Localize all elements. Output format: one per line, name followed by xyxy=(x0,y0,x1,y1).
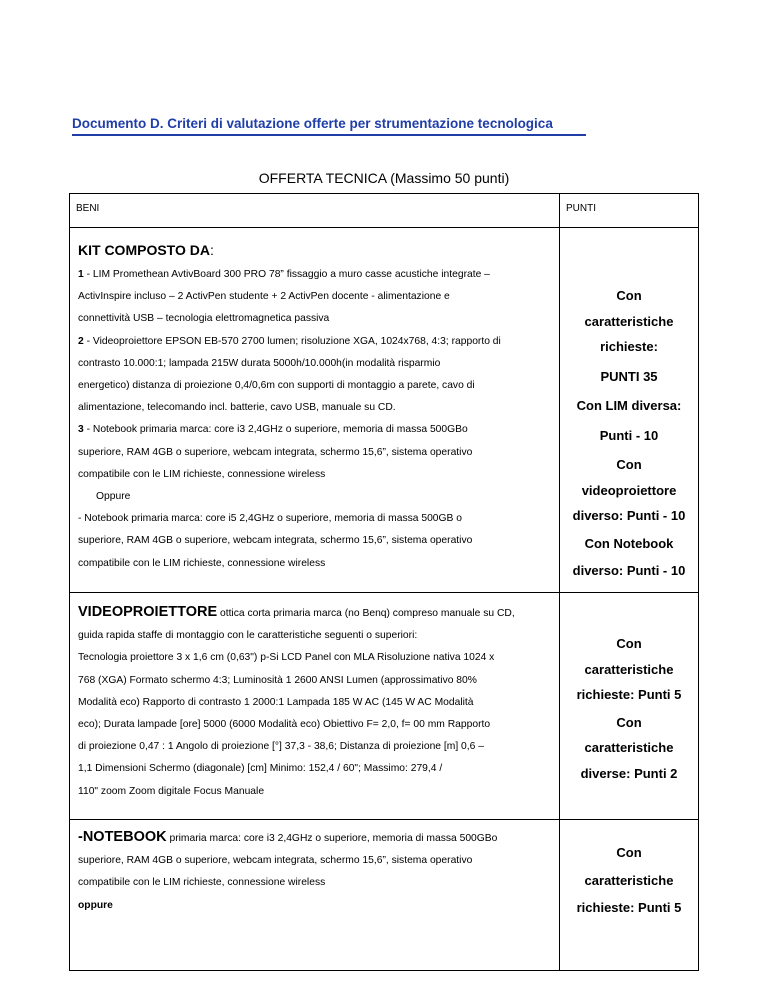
notebook-points-line: richieste: Punti 5 xyxy=(576,900,682,915)
videoproiettore-points-cell xyxy=(560,593,699,820)
offer-title: OFFERTA TECNICA (Massimo 50 punti) xyxy=(258,170,510,186)
notebook-line: superiore, RAM 4GB o superiore, webcam integrata, schermo 15,6”, sistema operativo xyxy=(78,855,473,867)
notebook-description-cell xyxy=(70,820,560,971)
kit-heading: KIT COMPOSTO DA: xyxy=(78,242,214,258)
kit-item-notebook-alt-line2: superiore, RAM 4GB o superiore, webcam integrata, schermo 15,6”, sistema operativo xyxy=(78,535,473,547)
table-row-videoproiettore xyxy=(70,593,699,820)
header-beni-label: BENI xyxy=(76,203,100,214)
notebook-points-line: caratteristiche xyxy=(584,872,674,888)
document-title: Documento D. Criteri di valutazione offerte per strumentazione tecnologica xyxy=(72,116,586,136)
kit-points-line: PUNTI 35 xyxy=(600,368,658,384)
kit-points-line: caratteristiche xyxy=(584,313,674,329)
videoproiettore-heading: VIDEOPROIETTORE xyxy=(78,604,218,620)
videoproiettore-line: 110" zoom Zoom digitale Focus Manuale xyxy=(78,785,265,797)
notebook-heading: -NOTEBOOK xyxy=(78,829,167,845)
header-cell-beni xyxy=(70,194,560,228)
table-header-row xyxy=(70,194,699,228)
kit-item-lim: 1 - LIM Promethean AvtivBoard 300 PRO 78” fissaggio a muro casse acustiche integrate – xyxy=(78,269,490,280)
kit-points-line: richieste: xyxy=(600,339,658,354)
kit-item-videoproiettore: 2 - Videoproiettore EPSON EB-570 2700 lumen; risoluzione XGA, 1024x768, 4:3; rapporto di xyxy=(78,335,501,347)
kit-points-line: Con Notebook xyxy=(584,535,674,551)
kit-item-video-line3: energetico) distanza di proiezione 0,4/0,6m con supporti di montaggio a parete, cavo di xyxy=(78,380,475,392)
table-row-notebook xyxy=(70,820,699,971)
notebook-line: compatibile con le LIM richieste, connessione wireless xyxy=(78,877,326,889)
kit-points-line: Con xyxy=(616,288,642,303)
notebook-heading-line: -NOTEBOOK primaria marca: core i3 2,4GHz o superiore, memoria di massa 500GBo xyxy=(78,829,498,845)
kit-item-video-line2: contrasto 10.000:1; lampada 215W durata 5000h/10.000h(in modalità risparmio xyxy=(78,357,441,369)
videoproiettore-line: di proiezione 0,47 : 1 Angolo di proiezione [°] 37,3 - 38,6; Distanza di proiezione [m] 0,6 – xyxy=(78,741,484,753)
videoproiettore-line: 1,1 Dimensioni Schermo (diagonale) [cm] Minimo: 152,4 / 60"; Massimo: 279,4 / xyxy=(78,763,443,775)
header-punti-label: PUNTI xyxy=(566,203,596,214)
header-cell-punti xyxy=(560,194,699,228)
kit-oppure: Oppure xyxy=(96,491,131,503)
videoproiettore-description-cell xyxy=(70,593,560,820)
kit-item-notebook-line2: superiore, RAM 4GB o superiore, webcam integrata, schermo 15,6”, sistema operativo xyxy=(78,446,473,458)
kit-points-line: Con xyxy=(616,457,642,472)
kit-item-video-line4: alimentazione, telecomando incl. batterie, cavo USB, manuale su CD. xyxy=(78,402,396,414)
notebook-points-cell xyxy=(560,820,699,971)
kit-item-notebook-alt-line3: compatibile con le LIM richieste, connessione wireless xyxy=(78,557,326,569)
videoproiettore-line: guida rapida staffe di montaggio con le caratteristiche seguenti o superiori: xyxy=(78,630,418,642)
kit-item-lim-line2: ActivInspire incluso – 2 ActivPen studente + 2 ActivPen docente - alimentazione e xyxy=(78,291,450,303)
kit-item-notebook: 3 - Notebook primaria marca: core i3 2,4GHz o superiore, memoria di massa 500GBo xyxy=(78,424,468,436)
kit-item-notebook-alt: - Notebook primaria marca: core i5 2,4GHz o superiore, memoria di massa 500GB o xyxy=(78,513,463,525)
kit-points-line: diverso: Punti - 10 xyxy=(572,563,686,578)
videoproiettore-points-line: caratteristiche xyxy=(584,740,674,755)
kit-points-line: diverso: Punti - 10 xyxy=(572,508,686,523)
kit-description-cell xyxy=(70,228,560,593)
videoproiettore-line: 768 (XGA) Formato schermo 4:3; Luminosità 1 2600 ANSI Lumen (approssimativo 80% xyxy=(78,674,477,686)
videoproiettore-points-line: caratteristiche xyxy=(584,661,674,677)
kit-points-cell xyxy=(560,228,699,593)
notebook-points-line: Con xyxy=(616,845,642,860)
videoproiettore-line: Modalità eco) Rapporto di contrasto 1 2000:1 Lampada 185 W AC (145 W AC Modalità xyxy=(78,696,474,708)
kit-item-lim-line3: connettività USB – tecnologia elettromagnetica passiva xyxy=(78,313,330,325)
notebook-oppure: oppure xyxy=(78,899,113,911)
videoproiettore-points-line: richieste: Punti 5 xyxy=(576,687,682,702)
kit-item-notebook-line3: compatibile con le LIM richieste, connessione wireless xyxy=(78,468,326,480)
table-row-kit xyxy=(70,228,699,593)
videoproiettore-points-line: Con xyxy=(616,636,642,651)
kit-points-line: videoproiettore xyxy=(581,482,677,498)
evaluation-table xyxy=(69,193,699,971)
videoproiettore-points-line: Con xyxy=(616,714,642,730)
kit-points-line: Punti - 10 xyxy=(599,427,659,443)
kit-points-line: Con LIM diversa: xyxy=(576,398,682,413)
videoproiettore-points-line: diverse: Punti 2 xyxy=(580,765,678,781)
videoproiettore-line: eco); Durata lampade [ore] 5000 (6000 Modalità eco) Obiettivo F= 2,0, f= 00 mm Rapporto xyxy=(78,719,491,731)
videoproiettore-line: Tecnologia proiettore 3 x 1,6 cm (0,63") p-Si LCD Panel con MLA Risoluzione nativa 1024 x xyxy=(78,652,495,664)
videoproiettore-heading-line: VIDEOPROIETTORE ottica corta primaria marca (no Benq) compreso manuale su CD, xyxy=(78,604,515,620)
